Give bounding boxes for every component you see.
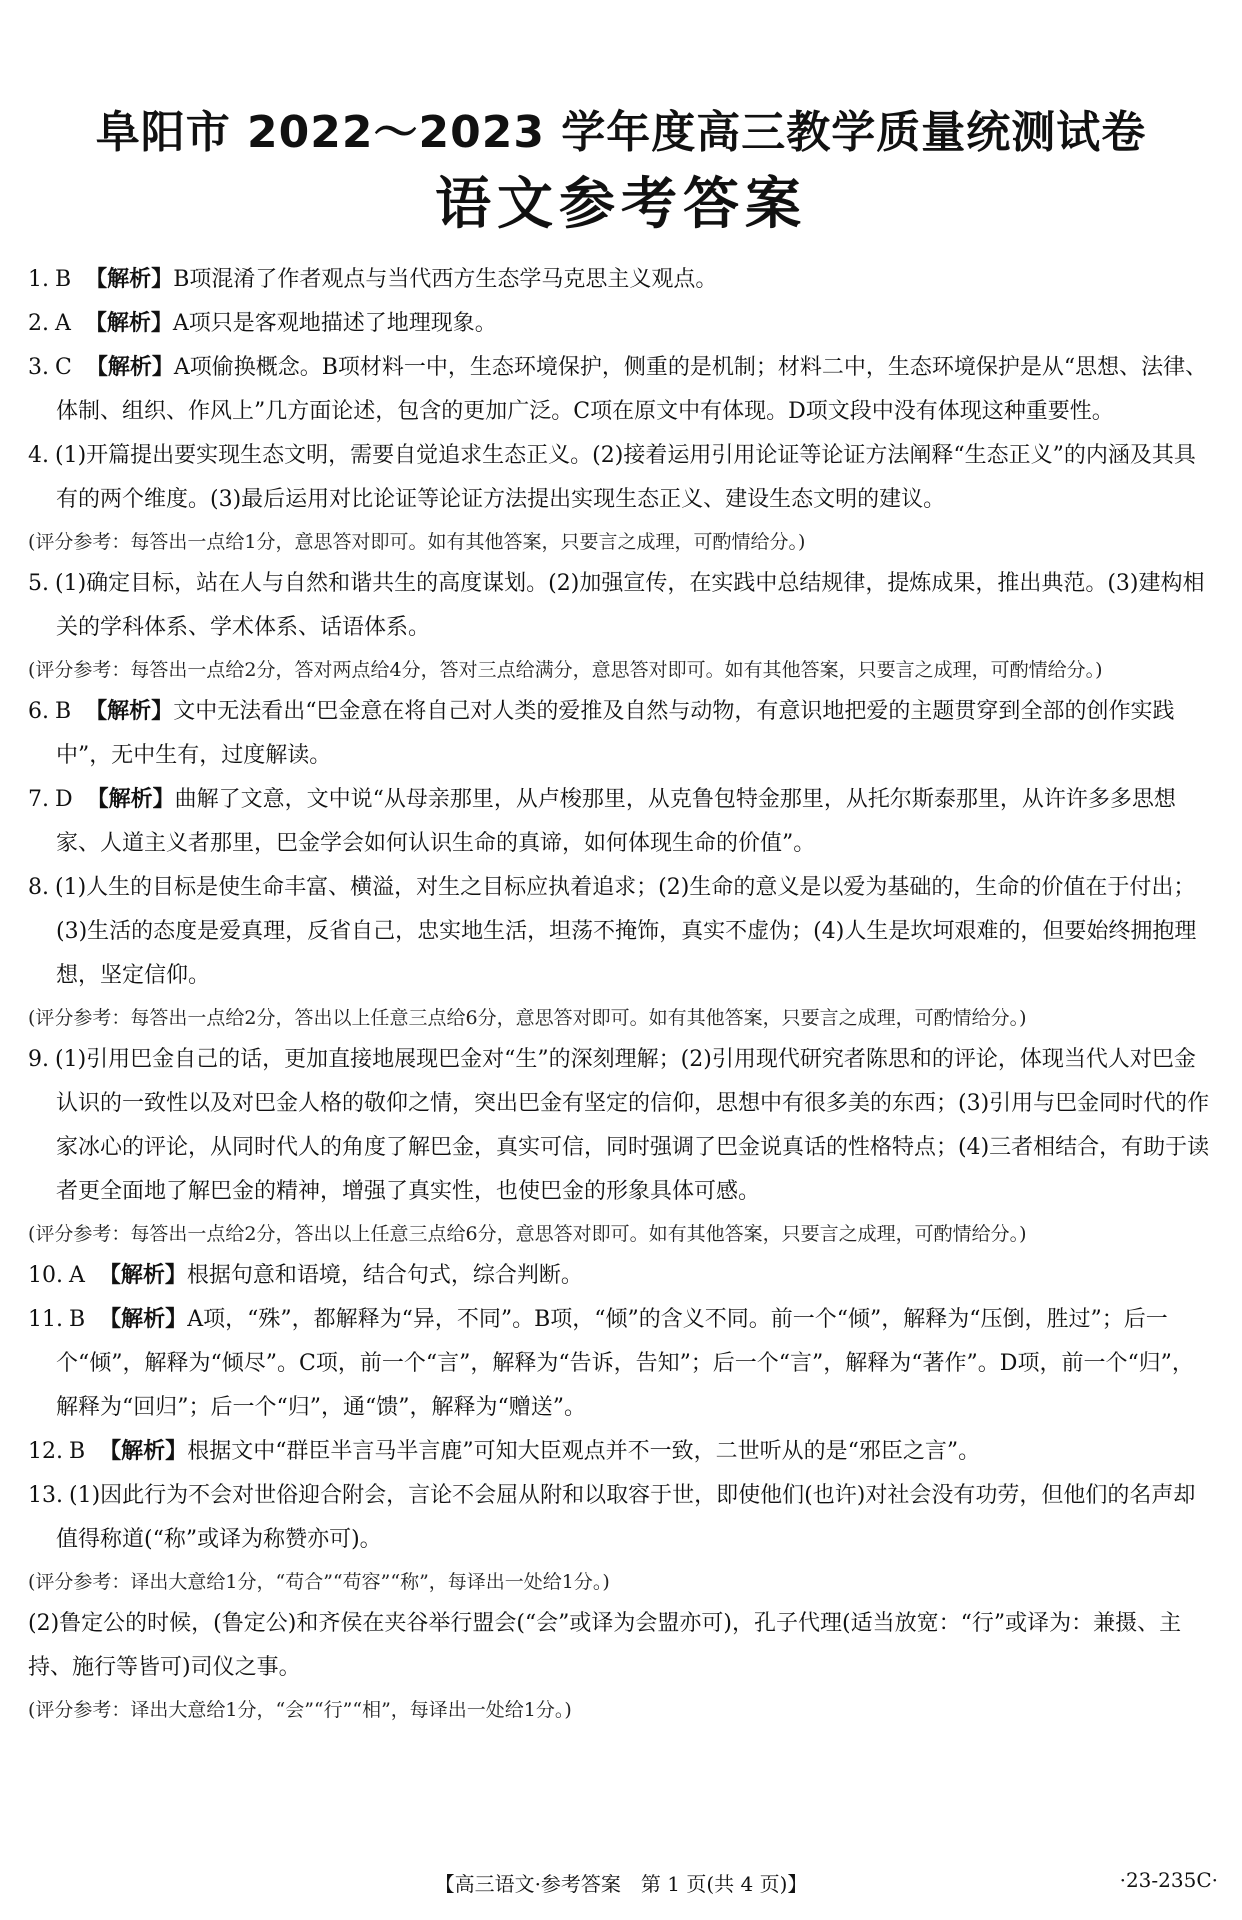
analysis-tag: 【解析】	[86, 787, 175, 812]
answer-text: (1)开篇提出要实现生态文明，需要自觉追求生态正义。(2)接着运用引用论证等论证方法阐释“生态正义”的内涵及其具有的两个维度。(3)最后运用对比论证等论证方法提出实现生态正义、建设生态文明的建议。	[55, 443, 1196, 512]
answer-item-6	[28, 690, 1214, 778]
answer-item-5	[28, 562, 1214, 650]
item-number: 10.	[28, 1263, 63, 1288]
answer-choice: B	[69, 1439, 86, 1464]
analysis-tag: 【解析】	[98, 1263, 187, 1288]
item-number: 4.	[28, 443, 49, 468]
item-number: 6.	[28, 699, 49, 724]
answer-item-12	[28, 1430, 1214, 1474]
answer-item-11	[28, 1298, 1214, 1430]
answer-item-8	[28, 866, 1214, 998]
answer-text: (1)因此行为不会对世俗迎合附会，言论不会屈从附和以取容于世，即使他们(也许)对社会没有功劳，但他们的名声却值得称道(“称”或译为称赞亦可)。	[56, 1483, 1196, 1552]
item-number: 8.	[28, 875, 49, 900]
item-number: 9.	[28, 1047, 49, 1072]
answer-text: 曲解了文意，文中说“从母亲那里，从卢梭那里，从克鲁包特金那里，从托尔斯泰那里，从许许多多思想家、人道主义者那里，巴金学会如何认识生命的真谛，如何体现生命的价值”。	[56, 787, 1176, 856]
item-number: 11.	[28, 1307, 63, 1332]
scoring-note-4: (评分参考：每答出一点给1分，意思答对即可。如有其他答案，只要言之成理，可酌情给分。)	[28, 531, 806, 553]
analysis-tag: 【解析】	[99, 1439, 188, 1464]
scoring-note-9: (评分参考：每答出一点给2分，答出以上任意三点给6分，意思答对即可。如有其他答案，只要言之成理，可酌情给分。)	[28, 1223, 1027, 1245]
analysis-tag: 【解析】	[85, 355, 174, 380]
answer-text: (1)确定目标，站在人与自然和谐共生的高度谋划。(2)加强宣传，在实践中总结规律，提炼成果，推出典范。(3)建构相关的学科体系、学术体系、话语体系。	[55, 571, 1205, 640]
scoring-note-13-1: (评分参考：译出大意给1分，“苟合”“苟容”“称”，每译出一处给1分。)	[28, 1571, 610, 1593]
scoring-note-13-2: (评分参考：译出大意给1分，“会”“行”“相”，每译出一处给1分。)	[28, 1699, 572, 1721]
answer-text: (1)人生的目标是使生命丰富、横溢，对生之目标应执着追求；(2)生命的意义是以爱为基础的，生命的价值在于付出；(3)生活的态度是爱真理，反省自己，忠实地生活，坦荡不掩饰，真实不虚伪；(4)人生是坎坷艰难的，但要始终拥抱理想，坚定信仰。	[55, 875, 1197, 988]
answer-text: A项偷换概念。B项材料一中，生态环境保护，侧重的是机制；材料二中，生态环境保护是从“思想、法律、体制、组织、作风上”几方面论述，包含的更加广泛。C项在原文中有体现。D项文段中没有体现这种重要性。	[56, 355, 1208, 424]
answer-text: A项，“殊”，都解释为“异，不同”。B项，“倾”的含义不同。前一个“倾”，解释为“压倒，胜过”；后一个“倾”，解释为“倾尽”。C项，前一个“言”，解释为“告诉，告知”；后一个“言”，解释为“著作”。D项，前一个“归”，解释为“回归”；后一个“归”，通“馈”，解释为“赠送”。	[56, 1307, 1194, 1420]
page-title: 阜阳市 2022～2023 学年度高三教学质量统测试卷	[95, 107, 1147, 158]
item-number: 7.	[28, 787, 49, 812]
answer-text: B项混淆了作者观点与当代西方生态学马克思主义观点。	[173, 267, 718, 292]
analysis-tag: 【解析】	[85, 699, 174, 724]
answer-item-10	[28, 1254, 1214, 1298]
answer-list	[28, 258, 1214, 1730]
answer-choice: A	[69, 1263, 85, 1288]
scoring-note-8: (评分参考：每答出一点给2分，答出以上任意三点给6分，意思答对即可。如有其他答案，只要言之成理，可酌情给分。)	[28, 1007, 1027, 1029]
answer-text: 根据句意和语境，结合句式，综合判断。	[186, 1263, 583, 1288]
footer-page-info: 【高三语文·参考答案 第 1 页(共 4 页)】	[434, 1872, 808, 1896]
analysis-tag: 【解析】	[84, 311, 173, 336]
answer-choice: B	[55, 267, 72, 292]
answer-item-9	[28, 1038, 1214, 1214]
answer-text: 文中无法看出“巴金意在将自己对人类的爱推及自然与动物，有意识地把爱的主题贯穿到全部的创作实践中”，无中生有，过度解读。	[56, 699, 1175, 768]
scoring-note-5: (评分参考：每答出一点给2分，答对两点给4分，答对三点给满分，意思答对即可。如有其他答案，只要言之成理，可酌情给分。)	[28, 659, 1103, 681]
answer-choice: A	[55, 311, 71, 336]
answer-item-2	[28, 302, 1214, 346]
answer-item-13-part2: (2)鲁定公的时候，(鲁定公)和齐侯在夹谷举行盟会(“会”或译为会盟亦可)，孔子代理(适当放宽：“行”或译为：兼摄、主持、施行等皆可)司仪之事。	[28, 1611, 1182, 1680]
answer-text: 根据文中“群臣半言马半言鹿”可知大臣观点并不一致，二世听从的是“邪臣之言”。	[187, 1439, 981, 1464]
answer-item-7	[28, 778, 1214, 866]
item-number: 2.	[28, 311, 49, 336]
page-subtitle: 语文参考答案	[435, 172, 807, 237]
answer-choice: C	[55, 355, 72, 380]
answer-text: (1)引用巴金自己的话，更加直接地展现巴金对“生”的深刻理解；(2)引用现代研究者陈思和的评论，体现当代人对巴金认识的一致性以及对巴金人格的敬仰之情，突出巴金有坚定的信仰，思想中有很多美的东西；(3)引用与巴金同时代的作家冰心的评论，从同时代人的角度了解巴金，真实可信，同时强调了巴金说真话的性格特点；(4)三者相结合，有助于读者更全面地了解巴金的精神，增强了真实性，也使巴金的形象具体可感。	[55, 1047, 1210, 1204]
answer-choice: D	[55, 787, 73, 812]
analysis-tag: 【解析】	[85, 267, 174, 292]
item-number: 12.	[28, 1439, 63, 1464]
item-number: 3.	[28, 355, 49, 380]
analysis-tag: 【解析】	[99, 1307, 188, 1332]
answer-item-1	[28, 258, 1214, 302]
answer-item-13	[28, 1474, 1214, 1562]
item-number: 5.	[28, 571, 49, 596]
footer-code: ·23-235C·	[1119, 1868, 1218, 1892]
item-number: 13.	[28, 1483, 63, 1508]
answer-choice: B	[55, 699, 72, 724]
answer-choice: B	[69, 1307, 86, 1332]
answer-text: A项只是客观地描述了地理现象。	[172, 311, 497, 336]
answer-item-4	[28, 434, 1214, 522]
item-number: 1.	[28, 267, 49, 292]
answer-item-3	[28, 346, 1214, 434]
